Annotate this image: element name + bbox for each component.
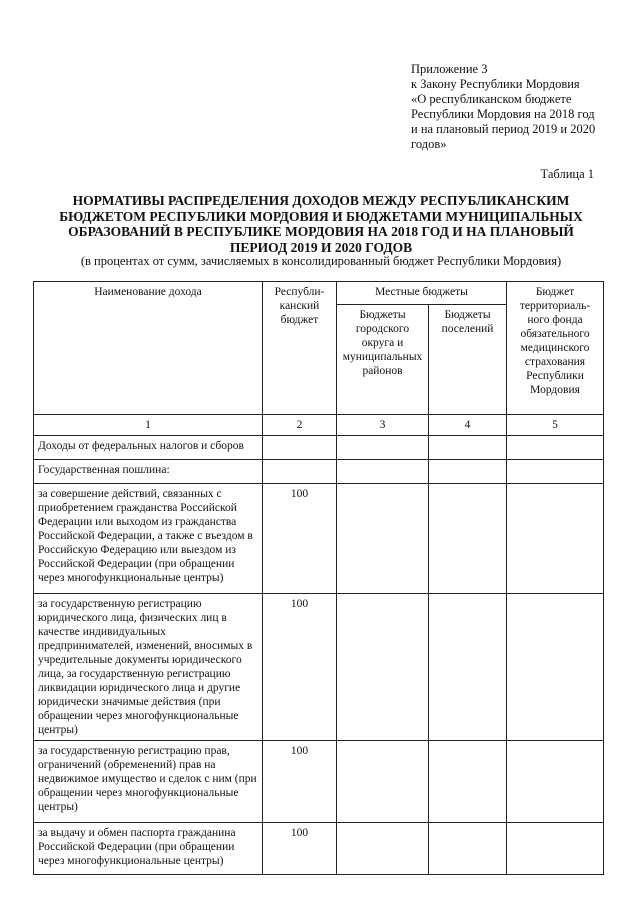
income-name: за государственную регистрацию прав, ограничений (обременений) прав на недвижимое имущество и сделок с ним (при обращении через многофункциональные центры) xyxy=(34,741,263,823)
settlements-value xyxy=(429,741,507,823)
appendix-line: Республики Мордовия на 2018 год xyxy=(411,107,595,121)
fund-value xyxy=(507,484,604,594)
appendix-line: и на плановый период 2019 и 2020 xyxy=(411,122,596,136)
city-value xyxy=(337,460,429,484)
income-name: Государственная пошлина: xyxy=(34,460,263,484)
title-line: БЮДЖЕТОМ РЕСПУБЛИКИ МОРДОВИЯ И БЮДЖЕТАМИ МУНИЦИПАЛЬНЫХ xyxy=(59,208,583,224)
table-row xyxy=(34,436,604,460)
column-number: 3 xyxy=(337,415,429,436)
city-value xyxy=(337,484,429,594)
income-name: Доходы от федеральных налогов и сборов xyxy=(34,436,263,460)
fund-value xyxy=(507,823,604,875)
header-medical-fund: Бюджет территориаль- ного фонда обязательного медицинского страхования Республики Мордовия xyxy=(507,282,604,415)
title-line: ОБРАЗОВАНИЙ В РЕСПУБЛИКЕ МОРДОВИЯ НА 2018 ГОД И НА ПЛАНОВЫЙ xyxy=(68,224,574,239)
settlements-value xyxy=(429,436,507,460)
table-row xyxy=(34,823,604,875)
header-local-budgets: Местные бюджеты xyxy=(337,282,507,305)
republic-value xyxy=(263,460,337,484)
header-city-districts: Бюджеты городского округа и муниципальных районов xyxy=(337,305,429,415)
column-number: 5 xyxy=(507,415,604,436)
city-value xyxy=(337,594,429,741)
city-value xyxy=(337,823,429,875)
appendix-line: к Закону Республики Мордовия xyxy=(411,77,580,91)
header-settlements: Бюджеты поселений xyxy=(429,305,507,415)
table-row xyxy=(34,741,604,823)
table-row xyxy=(34,460,604,484)
column-number: 2 xyxy=(263,415,337,436)
fund-value xyxy=(507,594,604,741)
city-value xyxy=(337,436,429,460)
table-row xyxy=(34,594,604,741)
appendix-line: годов» xyxy=(411,137,447,151)
column-number: 4 xyxy=(429,415,507,436)
fund-value xyxy=(507,460,604,484)
republic-value: 100 xyxy=(263,823,337,875)
city-value xyxy=(337,741,429,823)
header-income-name: Наименование дохода xyxy=(34,282,263,415)
appendix-line: «О республиканском бюджете xyxy=(411,92,572,106)
fund-value xyxy=(507,436,604,460)
income-name: за выдачу и обмен паспорта гражданина Российской Федерации (при обращении через многофункциональные центры) xyxy=(34,823,263,875)
income-name: за государственную регистрацию юридического лица, физических лиц в качестве индивидуальных предпринимателей, изменений, вносимых в учредительные документы юридического лица, за государственную регистрацию ликвидации юридического лица и другие юридически значимые действия (при обращении через многофункциональные центры) xyxy=(34,594,263,741)
settlements-value xyxy=(429,823,507,875)
column-number: 1 xyxy=(34,415,263,436)
settlements-value xyxy=(429,484,507,594)
table-row xyxy=(34,484,604,594)
republic-value: 100 xyxy=(263,741,337,823)
title-line: НОРМАТИВЫ РАСПРЕДЕЛЕНИЯ ДОХОДОВ МЕЖДУ РЕСПУБЛИКАНСКИМ xyxy=(72,193,570,208)
title-line: ПЕРИОД 2019 И 2020 ГОДОВ xyxy=(229,239,413,255)
fund-value xyxy=(507,741,604,823)
income-distribution-table xyxy=(33,281,604,875)
republic-value: 100 xyxy=(263,594,337,741)
settlements-value xyxy=(429,594,507,741)
republic-value xyxy=(263,436,337,460)
document-subtitle: (в процентах от сумм, зачисляемых в консолидированный бюджет Республики Мордовия) xyxy=(80,254,562,268)
appendix-line: Приложение 3 xyxy=(411,62,488,76)
table-label: Таблица 1 xyxy=(540,167,594,181)
appendix-reference xyxy=(411,62,626,152)
header-republic-budget: Республи- канский бюджет xyxy=(263,282,337,415)
document-title xyxy=(40,193,602,255)
income-name: за совершение действий, связанных с приобретением гражданства Российской Федерации или выходом из гражданства Российской Федерации, а также с въездом в Российскую Федерацию или выездом из Российской Федерации (при обращении через многофункциональные центры) xyxy=(34,484,263,594)
column-number-row xyxy=(34,415,604,436)
settlements-value xyxy=(429,460,507,484)
republic-value: 100 xyxy=(263,484,337,594)
